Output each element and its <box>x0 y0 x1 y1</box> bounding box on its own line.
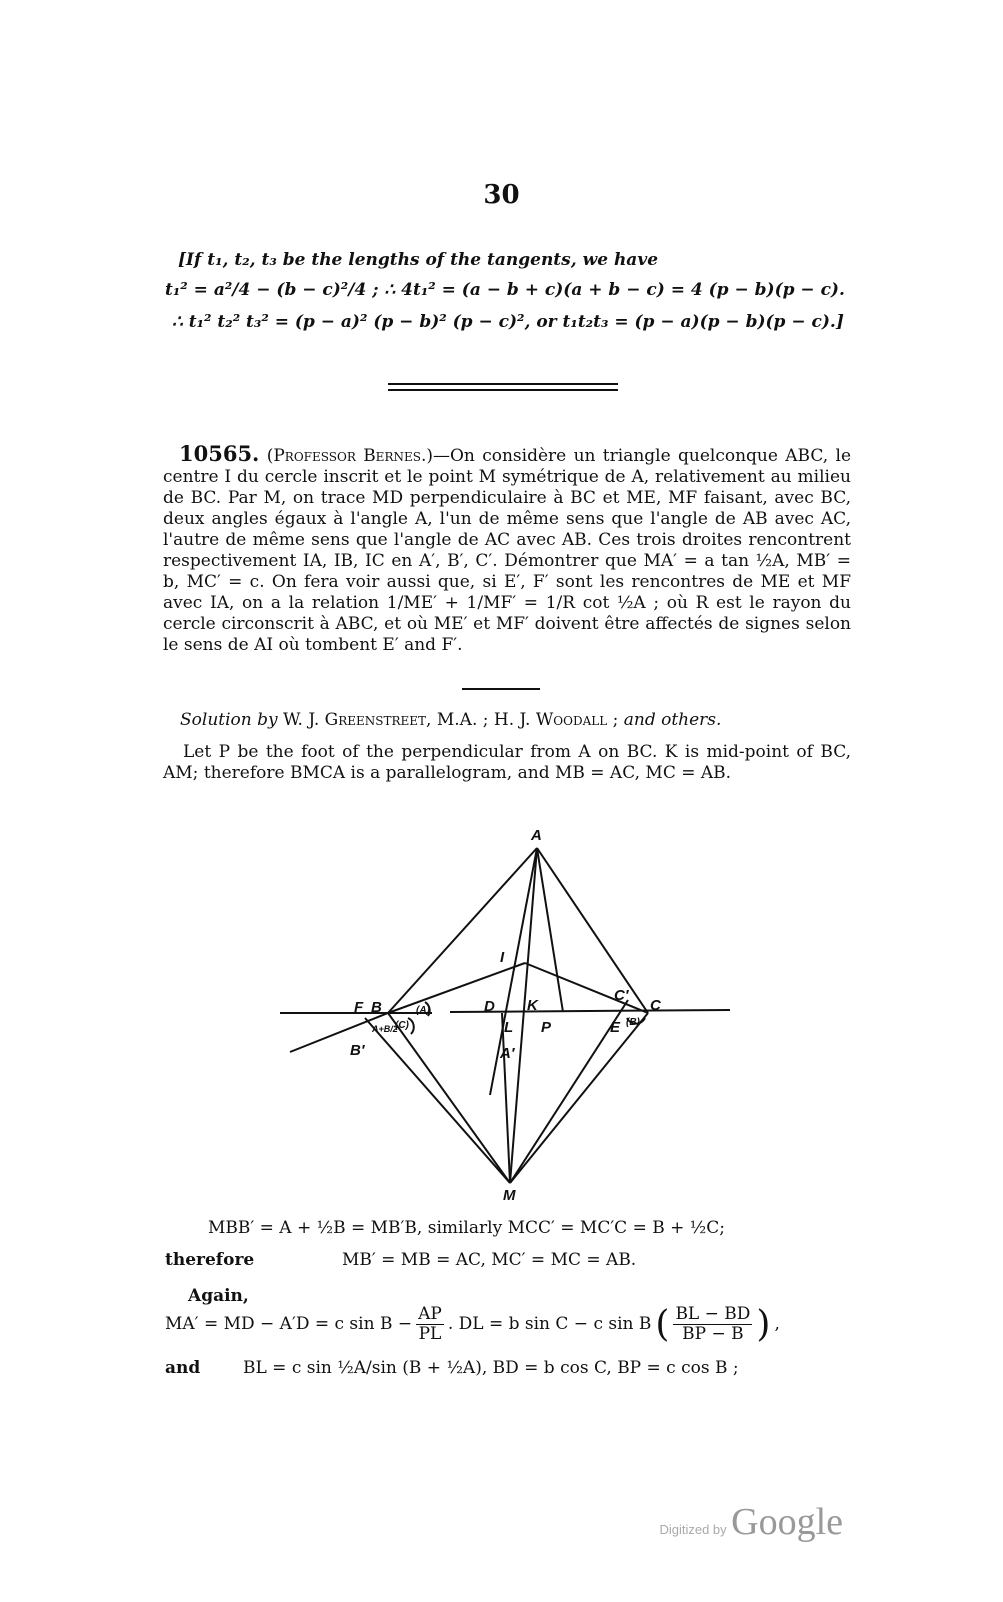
label-A-prime: A′ <box>500 1045 515 1062</box>
line-mb <box>388 1013 510 1183</box>
fraction-numerator: AP <box>418 1304 442 1324</box>
side-ab <box>388 848 537 1013</box>
line-md <box>502 1013 510 1183</box>
label-angle-a-half-b: A+B/2 <box>372 1024 398 1034</box>
line-bi <box>388 963 525 1013</box>
equation-4: BL = c sin ½A/sin (B + ½A), BD = b cos C, BP = c cos B ; <box>243 1358 739 1378</box>
solution-authors: W. J. Greenstreet, M.A. ; H. J. Woodall ; <box>283 710 619 730</box>
paren-right: ) <box>756 1304 771 1345</box>
page-number: 30 <box>483 180 520 210</box>
note-line-2: t₁² = a²/4 − (b − c)²/4 ; ∴ 4t₁² = (a − b + c)(a + b − c) = 4 (p − b)(p − c). <box>165 280 845 300</box>
label-C: C <box>650 997 661 1014</box>
label-K: K <box>527 997 538 1014</box>
google-logo: Google <box>731 1501 843 1543</box>
fraction-denominator: PL <box>418 1324 442 1344</box>
label-A: A <box>531 827 542 844</box>
label-I: I <box>500 949 505 966</box>
equation-3 <box>165 1305 780 1344</box>
label-B: B <box>371 999 382 1016</box>
equation-1: MBB′ = A + ½B = MB′B, similarly MCC′ = MC′C = B + ½C; <box>208 1218 725 1238</box>
solution-by-label: Solution by <box>180 710 278 730</box>
line-ci <box>525 963 648 1013</box>
label-P: P <box>541 1019 552 1036</box>
label-M: M <box>503 1187 516 1204</box>
line-ap <box>537 848 563 1012</box>
eq3-part-a: MA′ = MD − A′D = c sin B − <box>165 1314 413 1334</box>
label-D: D <box>484 998 495 1015</box>
problem-text: —On considère un triangle quelconque ABC, le centre I du cercle inscrit et le point M symétrique de A, relativement au milieu de BC. Par M, on trace MD perpendiculaire à BC et ME, MF faisant, avec BC, deux angles égaux à l'angle A, l'un de même sens que l'angle de AB avec AC, l'autre de même sens que l'angle de AC avec AB. Ces trois droites rencontrent respectivement IA, IB, IC en A′, B′, C′. Démontrer que MA′ = a tan ½A, MB′ = b, MC′ = c. On fera voir aussi que, si E′, F′ sont les rencontres de ME et MF avec IA, on a la relation 1/ME′ + 1/MF′ = 1/R cot ½A ; où R est le rayon du cercle circonscrit à ABC, et où ME′ et MF′ doivent être affectés de signes selon le sens de AI où tombent E′ and F′. <box>163 446 851 655</box>
eq3-part-c: , <box>774 1314 780 1334</box>
and-label: and <box>165 1358 201 1378</box>
fraction-bl-bd <box>673 1305 752 1344</box>
side-ac <box>537 848 648 1013</box>
digitized-by-google-watermark <box>659 1500 843 1544</box>
solution-others: and others. <box>623 710 722 730</box>
fraction-denominator: BP − B <box>682 1324 744 1344</box>
line-mc <box>510 1013 648 1183</box>
digitized-label: Digitized by <box>659 1522 727 1537</box>
problem-author: (Professor Bernes.) <box>266 446 433 466</box>
note-line-1: [If t₁, t₂, t₃ be the lengths of the tangents, we have <box>178 250 659 270</box>
solution-paragraph: Let P be the foot of the perpendicular from A on BC. K is mid-point of BC, AM; therefore BMCA is a parallelogram, and MB = AC, MC = AB. <box>163 742 851 783</box>
problem-number: 10565. <box>179 441 260 466</box>
again-label: Again, <box>188 1286 249 1306</box>
therefore-label: therefore <box>165 1250 255 1270</box>
label-angle-a: (A) <box>416 1005 430 1016</box>
label-B-prime: B′ <box>350 1042 365 1059</box>
note-line-3: ∴ t₁² t₂² t₃² = (p − a)² (p − b)² (p − c)², or t₁t₂t₃ = (p − a)(p − b)(p − c).] <box>172 312 844 332</box>
label-L: L <box>504 1019 514 1036</box>
label-angle-b: (B) <box>626 1017 640 1028</box>
label-F: F <box>354 999 364 1016</box>
line-mf <box>365 1018 510 1183</box>
label-C-prime: C′ <box>614 987 629 1004</box>
line-am <box>510 848 537 1183</box>
fraction-numerator: BL − BD <box>675 1304 751 1324</box>
label-E: E <box>610 1019 621 1036</box>
label-angle-c: (C) <box>395 1020 409 1031</box>
fraction-ap-pl <box>416 1305 444 1344</box>
equation-2: MB′ = MB = AC, MC′ = MC = AB. <box>342 1250 637 1270</box>
eq3-part-b: . DL = b sin C − c sin B <box>447 1314 652 1334</box>
paren-left: ( <box>655 1304 670 1345</box>
